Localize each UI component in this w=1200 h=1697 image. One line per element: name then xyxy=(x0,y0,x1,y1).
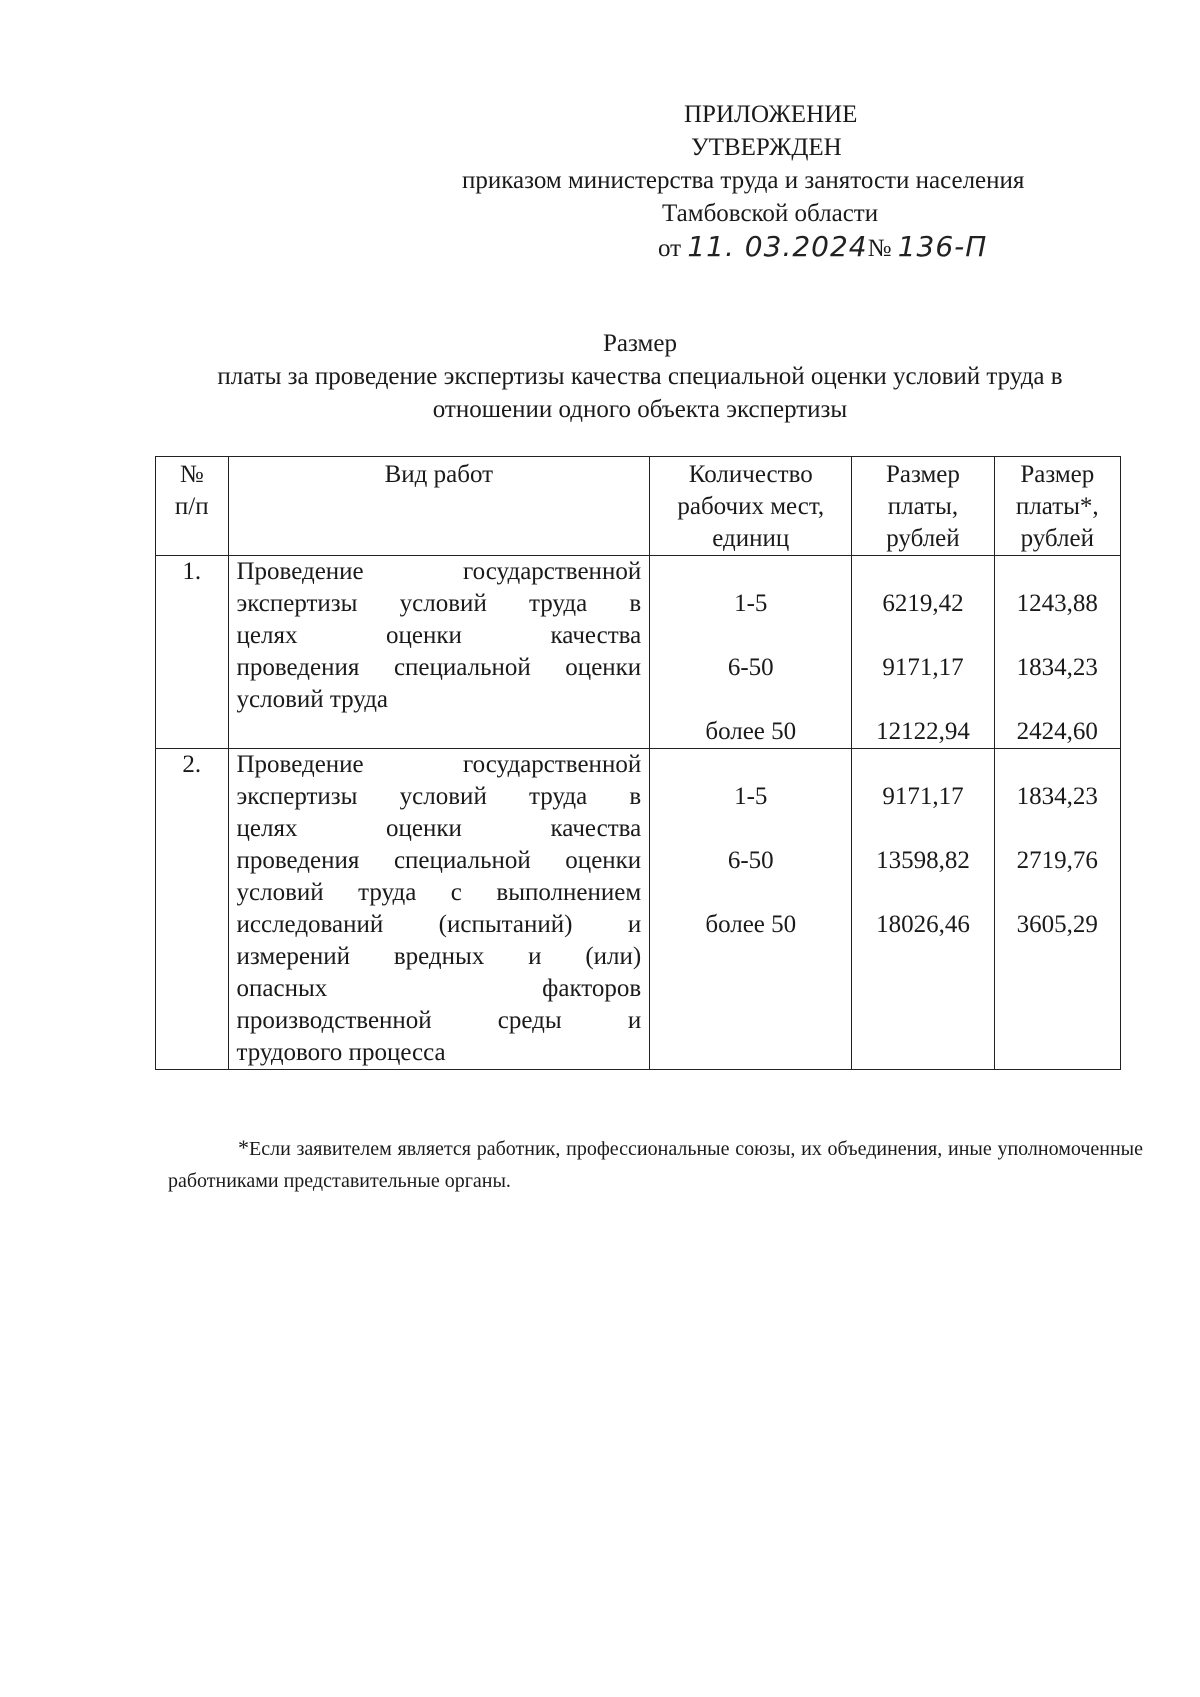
header-count: Количество рабочих мест, единиц xyxy=(650,457,852,556)
workplace-count: 1-5 6-50 более 50 xyxy=(650,556,852,749)
title-line-1: Размер xyxy=(603,330,677,357)
header-work: Вид работ xyxy=(228,457,650,556)
footnote-star: * xyxy=(238,1135,249,1160)
region-name: Тамбовской области xyxy=(662,200,879,227)
order-date-line xyxy=(658,232,987,264)
fee-amount: 9171,17 13598,82 18026,46 xyxy=(852,749,994,1070)
work-description: Проведение государственной экспертизы условий труда в целях оценки качества проведения специальной оценки условий труда с выполнением исследований (испытаний) и измерений вредных и (или) опасных факторов производственной среды и трудового процесса xyxy=(228,749,650,1070)
title-line-2: платы за проведение экспертизы качества специальной оценки условий труда в xyxy=(217,363,1063,390)
row-number: 2. xyxy=(156,749,229,1070)
table-row xyxy=(156,556,1121,749)
number-prefix: № xyxy=(867,235,892,262)
table-header-row xyxy=(156,457,1121,556)
table-row xyxy=(156,749,1121,1070)
title-line-3: отношении одного объекта экспертизы xyxy=(432,396,848,423)
header-fee-star: Размер платы*, рублей xyxy=(994,457,1120,556)
approved-label: УТВЕРЖДЕН xyxy=(691,134,842,161)
document-title xyxy=(150,327,1130,426)
fee-star-amount: 1243,88 1834,23 2424,60 xyxy=(994,556,1120,749)
fee-star-amount: 1834,23 2719,76 3605,29 xyxy=(994,749,1120,1070)
handwritten-number: 136-П xyxy=(897,230,988,263)
footnote xyxy=(168,1132,1143,1197)
header-fee: Размер платы, рублей xyxy=(852,457,994,556)
order-issuer: приказом министерства труда и занятости населения xyxy=(462,167,1025,194)
footnote-text: Если заявителем является работник, профессиональные союзы, их объединения, иные уполномоченные работниками представительные органы. xyxy=(168,1138,1143,1192)
row-number: 1. xyxy=(156,556,229,749)
date-prefix: от xyxy=(658,235,682,262)
appendix-label: ПРИЛОЖЕНИЕ xyxy=(684,101,858,128)
handwritten-date: 11. 03.2024 xyxy=(687,230,868,263)
fee-table xyxy=(155,456,1121,1070)
workplace-count: 1-5 6-50 более 50 xyxy=(650,749,852,1070)
fee-amount: 6219,42 9171,17 12122,94 xyxy=(852,556,994,749)
header-num: № п/п xyxy=(156,457,229,556)
work-description: Проведение государственной экспертизы условий труда в целях оценки качества проведения специальной оценки условий труда xyxy=(228,556,650,749)
